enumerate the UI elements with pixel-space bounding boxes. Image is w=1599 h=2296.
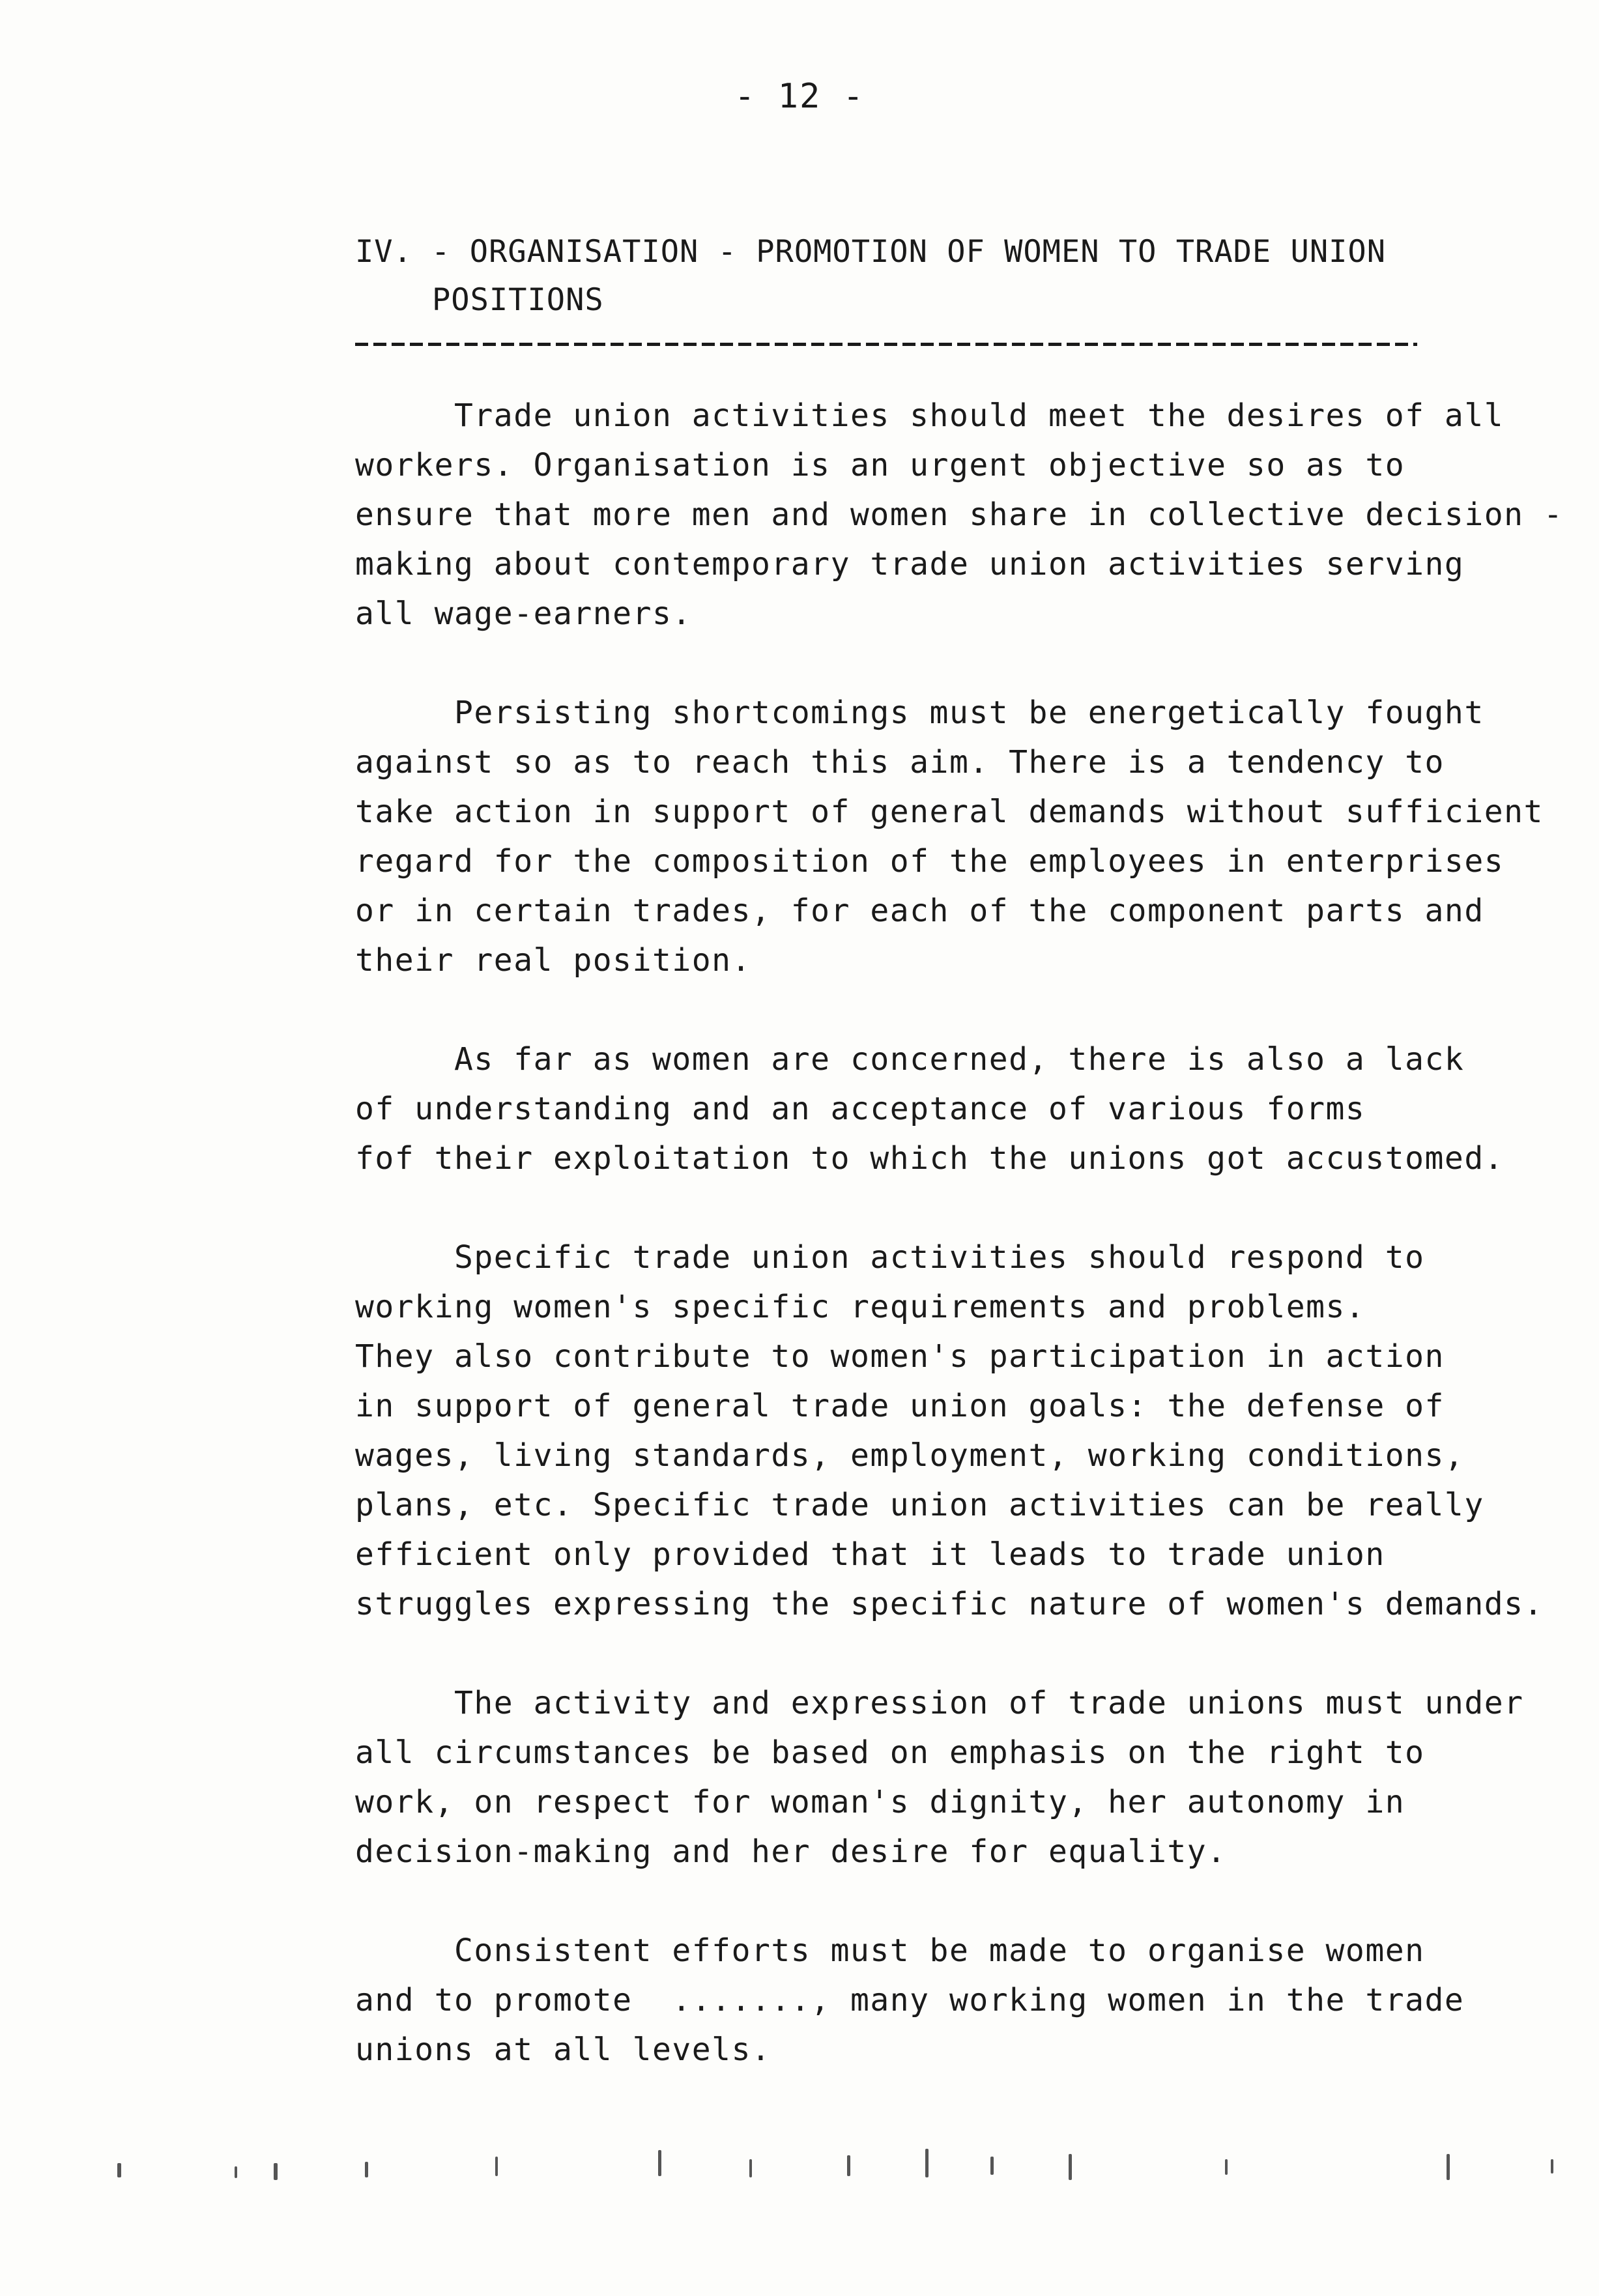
- page-number: - 12 -: [734, 77, 865, 116]
- paragraph-line: fof their exploitation to which the unions got accustomed.: [355, 1140, 1505, 1177]
- paragraph: [355, 391, 1564, 639]
- scan-speck: [658, 2150, 661, 2176]
- paragraph-line: struggles expressing the specific nature of women's demands.: [355, 1586, 1544, 1622]
- paragraph-line: and to promote ......., many working women in the trade: [355, 1982, 1465, 2018]
- paragraph-line: Trade union activities should meet the desires of all: [355, 397, 1505, 434]
- paragraph-line: their real position.: [355, 942, 751, 979]
- paragraph-line: or in certain trades, for each of the component parts and: [355, 893, 1484, 929]
- scan-speck: [495, 2157, 498, 2176]
- paragraph-line: As far as women are concerned, there is also a lack: [355, 1041, 1465, 1078]
- paragraph-line: work, on respect for woman's dignity, her autonomy in: [355, 1784, 1405, 1820]
- scan-speck: [365, 2162, 368, 2177]
- scan-speck: [1447, 2154, 1450, 2180]
- paragraph-line: The activity and expression of trade unions must under: [355, 1685, 1524, 1721]
- paragraph-line: all circumstances be based on emphasis on the right to: [355, 1734, 1425, 1771]
- paragraph: [355, 1233, 1544, 1629]
- paragraph-line: workers. Organisation is an urgent objective so as to: [355, 447, 1405, 483]
- scan-speck: [1225, 2159, 1228, 2175]
- scan-noise: [0, 2137, 1599, 2215]
- scan-speck: [925, 2149, 929, 2177]
- paragraph: [355, 688, 1544, 985]
- paragraph-line: working women's specific requirements and problems.: [355, 1289, 1366, 1325]
- paragraph-line: against so as to reach this aim. There is a tendency to: [355, 744, 1445, 781]
- paragraph: [355, 1926, 1541, 2074]
- scan-speck: [990, 2157, 994, 2175]
- paragraph-line: Consistent efforts must be made to organise women: [355, 1932, 1425, 1969]
- scan-speck: [847, 2155, 850, 2176]
- section-heading: [355, 228, 1502, 324]
- scan-speck: [235, 2166, 237, 2178]
- scan-speck: [274, 2163, 278, 2180]
- heading-line-1: IV. - ORGANISATION - PROMOTION OF WOMEN TO TRADE UNION: [355, 234, 1387, 270]
- paragraph: [355, 1678, 1541, 1876]
- body-text: [355, 391, 1564, 2124]
- paragraph-line: Specific trade union activities should respond to: [355, 1239, 1425, 1276]
- paragraph-line: wages, living standards, employment, working conditions,: [355, 1437, 1465, 1474]
- paragraph-line: unions at all levels.: [355, 2031, 771, 2068]
- paragraph-line: in support of general trade union goals: the defense of: [355, 1388, 1445, 1424]
- paragraph-line: efficient only provided that it leads to trade union: [355, 1536, 1385, 1573]
- paragraph-line: regard for the composition of the employees in enterprises: [355, 843, 1505, 880]
- paragraph-line: ensure that more men and women share in collective decision -: [355, 496, 1564, 533]
- paragraph-line: plans, etc. Specific trade union activities can be really: [355, 1487, 1484, 1523]
- paragraph-line: decision-making and her desire for equality.: [355, 1833, 1227, 1870]
- paragraph-line: making about contemporary trade union activities serving: [355, 546, 1465, 582]
- paragraph-line: take action in support of general demands without sufficient: [355, 794, 1544, 830]
- heading-line-2: POSITIONS: [432, 282, 604, 318]
- scan-speck: [117, 2163, 121, 2177]
- paragraph-line: of understanding and an acceptance of various forms: [355, 1091, 1366, 1127]
- dashed-underline: [355, 337, 1417, 352]
- scan-speck: [1551, 2159, 1553, 2174]
- paragraph-line: They also contribute to women's participation in action: [355, 1338, 1445, 1375]
- paragraph-line: Persisting shortcomings must be energetically fought: [355, 695, 1484, 731]
- paragraph: [355, 1035, 1541, 1183]
- scan-speck: [749, 2159, 752, 2177]
- scan-speck: [1069, 2154, 1072, 2180]
- paragraph-line: all wage-earners.: [355, 596, 692, 632]
